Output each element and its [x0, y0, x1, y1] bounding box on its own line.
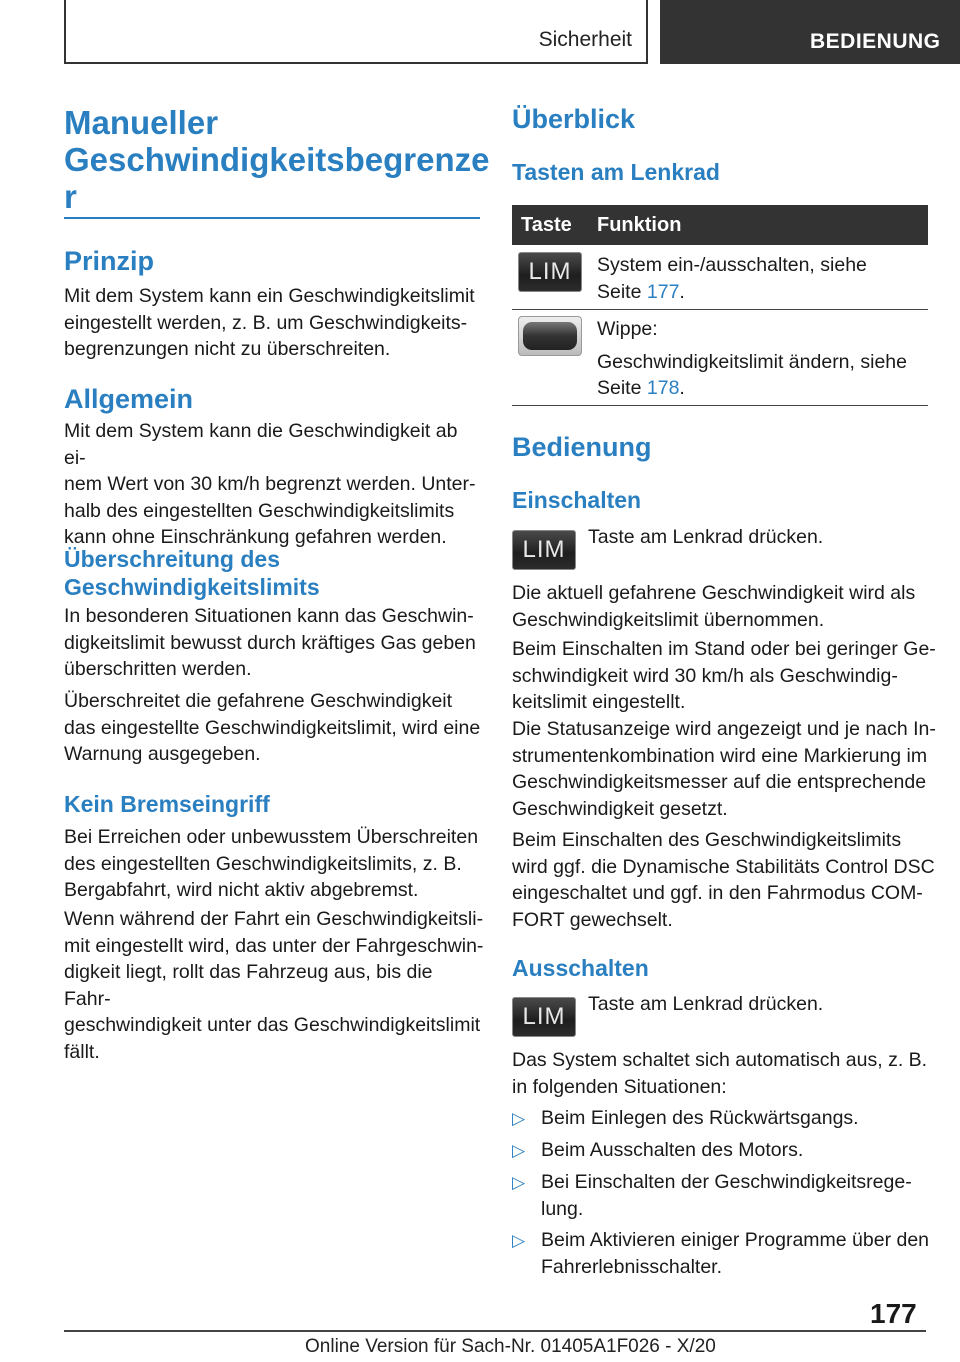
ausschalten-action: Taste am Lenkrad drücken.: [588, 993, 824, 1015]
text-line: Geschwindigkeitsmesser auf die entsprechende: [512, 771, 927, 793]
bullet-triangle-icon: ▷: [512, 1231, 526, 1250]
text-line: digkeitslimit bewusst durch kräftiges Gas geben: [64, 631, 476, 654]
text-line: das eingestellte Geschwindigkeitslimit, wird eine: [64, 716, 481, 739]
list-item: Beim Ausschalten des Motors.: [541, 1139, 804, 1161]
bullet-triangle-icon: ▷: [512, 1173, 526, 1192]
text-line: Fahrerlebnisschalter.: [541, 1255, 723, 1278]
text-line: Bergabfahrt, wird nicht aktiv abgebremst.: [64, 879, 419, 901]
main-title-line: Geschwindigkeitsbegrenze: [64, 141, 490, 178]
rocker-switch-icon: [518, 316, 582, 356]
main-title-line: r: [64, 178, 77, 215]
text-line: fällt.: [64, 1040, 100, 1063]
text-line: [597, 375, 927, 402]
heading-tasten-am-lenkrad: Tasten am Lenkrad: [512, 159, 720, 185]
text-line: In besonderen Situationen kann das Geschwin-: [64, 605, 474, 627]
text-line: Mit dem System kann ein Geschwindigkeitslimit: [64, 285, 475, 307]
column-header-funktion: Funktion: [597, 214, 682, 236]
text-line: Geschwindigkeitslimit ändern, siehe: [597, 350, 907, 373]
bullet-triangle-icon: ▷: [512, 1109, 526, 1128]
page-ref-prefix: Seite: [597, 377, 647, 399]
text-line: nem Wert von 30 km/h begrenzt werden. Unter-: [64, 473, 476, 495]
table-row-divider: [512, 309, 928, 310]
einschalten-action: Taste am Lenkrad drücken.: [588, 526, 824, 548]
text-line: Überschreitet die gefahrene Geschwindigkeit: [64, 690, 453, 712]
page-number: 177: [870, 1298, 917, 1329]
text-line: keitslimit eingestellt.: [512, 691, 686, 713]
heading-bedienung: Bedienung: [512, 432, 652, 462]
lim-button-icon: LIM: [512, 530, 576, 570]
text-line: lung.: [541, 1197, 584, 1220]
text-line: schwindigkeit wird 30 km/h als Geschwindig-: [512, 664, 898, 687]
text-line: in folgenden Situationen:: [512, 1075, 727, 1098]
bullet-triangle-icon: ▷: [512, 1141, 526, 1160]
header-section-box: [64, 0, 648, 64]
table-bottom-rule: [512, 405, 928, 406]
list-item: Beim Einlegen des Rückwärtsgangs.: [541, 1107, 859, 1129]
text-line: FORT gewechselt.: [512, 908, 673, 931]
text-line: überschritten werden.: [64, 658, 252, 680]
text-line: Beim Aktivieren einiger Programme über den: [541, 1229, 930, 1251]
text-line: Das System schaltet sich automatisch aus, z. B.: [512, 1049, 928, 1071]
text-line: Die aktuell gefahrene Geschwindigkeit wird als: [512, 582, 916, 604]
page-link-178[interactable]: 178: [646, 377, 680, 399]
text-line: Geschwindigkeit gesetzt.: [512, 797, 728, 820]
main-title: [64, 104, 489, 215]
page-ref-prefix: Seite: [597, 280, 647, 303]
text-line: Die Statusanzeige wird angezeigt und je nach In-: [512, 718, 936, 740]
text-line: [597, 279, 927, 306]
text-line: Geschwindigkeitslimit übernommen.: [512, 608, 825, 631]
list-item: [541, 1169, 912, 1222]
text-line: halb des eingestellten Geschwindigkeitslimits: [64, 499, 455, 522]
text-line: begrenzungen nicht zu überschreiten.: [64, 338, 391, 360]
header-chapter-label: BEDIENUNG: [810, 30, 941, 53]
heading-ueberblick: Überblick: [512, 104, 636, 134]
paragraph-allgemein: [64, 418, 484, 551]
punctuation: .: [679, 377, 685, 399]
paragraph-ueberschreitung-2: [64, 688, 484, 768]
button-table-header: [512, 205, 928, 245]
text-line: Wenn während der Fahrt ein Geschwindigkeitsli-: [64, 908, 484, 930]
heading-line: Überschreitung des: [64, 546, 280, 572]
page-link-177[interactable]: 177: [646, 280, 680, 303]
text-line: Beim Einschalten im Stand oder bei geringer Ge-: [512, 638, 936, 660]
header-chapter-tab: [660, 0, 960, 64]
text-line: strumentenkombination wird eine Markierung im: [512, 744, 928, 767]
table-row1-function: [597, 252, 927, 305]
text-line: Mit dem System kann die Geschwindigkeit ab ei-: [64, 420, 458, 469]
footer-text: Online Version für Sach-Nr. 01405A1F026 - X/20: [305, 1336, 716, 1357]
text-line: wird ggf. die Dynamische Stabilitäts Control DSC: [512, 855, 935, 878]
lim-button-icon: LIM: [512, 997, 576, 1037]
paragraph-einschalten-3: [512, 716, 942, 822]
lim-button-icon: LIM: [518, 252, 582, 292]
paragraph-einschalten-4: [512, 827, 942, 933]
heading-prinzip: Prinzip: [64, 246, 155, 276]
text-line: System ein-/ausschalten, siehe: [597, 254, 867, 276]
text-line: digkeit liegt, rollt das Fahrzeug aus, bis die Fahr-: [64, 961, 433, 1010]
heading-bremseingriff: Kein Bremseingriff: [64, 791, 270, 817]
paragraph-bremseingriff-2: [64, 906, 484, 1065]
header-section-title: Sicherheit: [538, 28, 632, 51]
punctuation: .: [679, 280, 685, 303]
paragraph-prinzip: [64, 283, 484, 363]
text-line: Beim Einschalten des Geschwindigkeitslimits: [512, 829, 902, 851]
heading-ausschalten: Ausschalten: [512, 955, 649, 981]
footer-rule: [64, 1330, 926, 1332]
column-header-taste: Taste: [521, 214, 572, 236]
text-line: Warnung ausgegeben.: [64, 743, 261, 765]
paragraph-einschalten-1: [512, 580, 942, 633]
paragraph-einschalten-2: [512, 636, 942, 716]
text-line: des eingestellten Geschwindigkeitslimits, z. B.: [64, 852, 462, 875]
list-item: [541, 1227, 929, 1280]
text-line: mit eingestellt wird, das unter der Fahrgeschwin-: [64, 934, 484, 957]
table-row2-function: [597, 316, 927, 402]
text-line: Bei Einschalten der Geschwindigkeitsrege-: [541, 1171, 912, 1193]
title-rule: [64, 217, 480, 219]
text-line: Bei Erreichen oder unbewusstem Überschreiten: [64, 826, 479, 848]
paragraph-ueberschreitung-1: [64, 603, 484, 683]
heading-einschalten: Einschalten: [512, 487, 642, 513]
text-line: eingestellt werden, z. B. um Geschwindigkeits-: [64, 311, 468, 334]
main-title-line: Manueller: [64, 104, 219, 141]
text-line: geschwindigkeit unter das Geschwindigkeitslimit: [64, 1014, 481, 1036]
heading-line: Geschwindigkeitslimits: [64, 574, 320, 600]
heading-ueberschreitung: [64, 545, 320, 601]
paragraph-ausschalten-1: [512, 1047, 942, 1100]
text-line: kann ohne Einschränkung gefahren werden.: [64, 526, 447, 548]
text-line: eingeschaltet und ggf. in den Fahrmodus COM-: [512, 882, 923, 904]
heading-allgemein: Allgemein: [64, 384, 194, 414]
text-line: Wippe:: [597, 318, 658, 340]
paragraph-bremseingriff-1: [64, 824, 484, 904]
